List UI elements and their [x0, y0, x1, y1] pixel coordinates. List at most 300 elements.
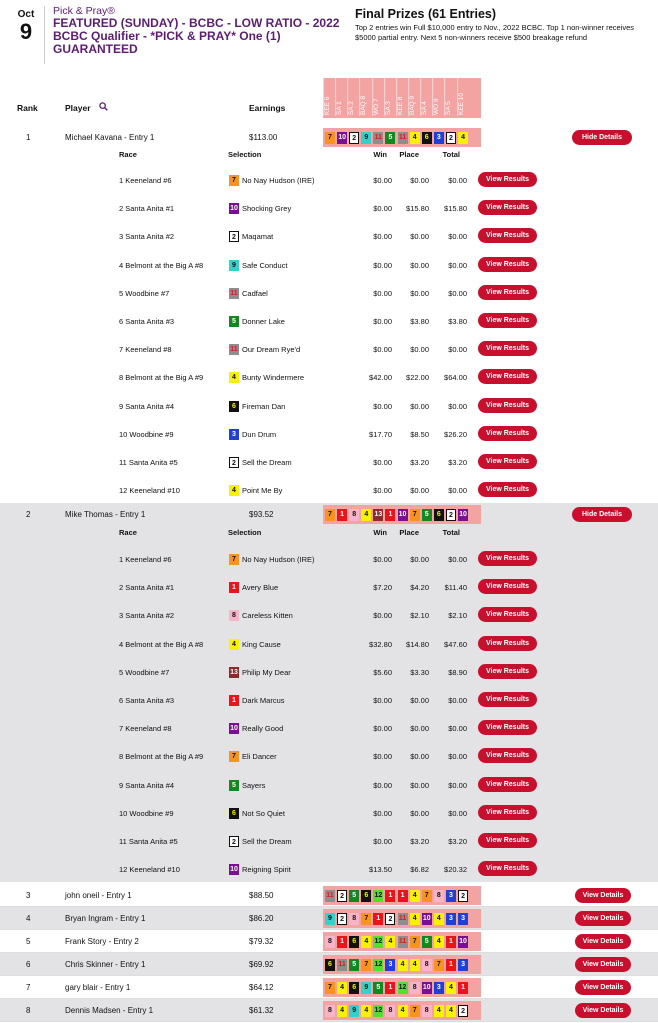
saddle-cloth: 4 — [337, 1005, 347, 1017]
place-amount: $0.00 — [410, 176, 429, 185]
saddle-cloth: 1 — [229, 582, 239, 593]
place-amount: $2.10 — [410, 611, 429, 621]
selection-name: No Nay Hudson (IRE) — [242, 176, 315, 185]
view-results-button[interactable]: View Results — [478, 664, 537, 679]
contest-subtitle: Pick & Pray® — [53, 5, 116, 17]
selection-name: Point Me By — [242, 486, 283, 496]
saddle-cloth: 1 — [229, 695, 239, 706]
saddle-cloth: 4 — [361, 509, 371, 521]
total-amount: $3.20 — [448, 837, 467, 846]
race-row — [0, 194, 658, 222]
place-amount: $3.30 — [410, 667, 429, 677]
saddle-cloth: 7 — [422, 890, 432, 902]
saddle-cloth: 3 — [385, 959, 395, 971]
race-row — [0, 335, 658, 363]
selection-column-header: Selection — [228, 150, 262, 159]
view-results-button[interactable]: View Results — [478, 579, 537, 594]
saddle-cloth: 5 — [229, 780, 239, 791]
saddle-cloth: 9 — [349, 1005, 359, 1017]
saddle-cloth: 12 — [398, 982, 408, 994]
saddle-cloth: 3 — [434, 982, 444, 994]
total-column-header: Total — [442, 528, 460, 537]
race-row — [0, 545, 658, 573]
saddle-cloth: 7 — [325, 509, 335, 521]
saddle-cloth: 4 — [410, 890, 420, 902]
view-details-button[interactable]: View Details — [575, 934, 631, 949]
saddle-cloth: 9 — [229, 260, 239, 271]
view-results-button[interactable]: View Results — [478, 341, 537, 356]
player-rank: 5 — [26, 937, 31, 946]
saddle-cloth: 5 — [349, 959, 359, 971]
view-details-button[interactable]: View Details — [575, 888, 631, 903]
saddle-cloth: 8 — [325, 936, 335, 948]
selection-name: Safe Conduct — [242, 260, 288, 270]
selection-name: Our Dream Rye'd — [242, 345, 301, 355]
race-name: 2 Santa Anita #1 — [119, 583, 175, 593]
win-amount: $0.00 — [373, 837, 392, 846]
race-name: 9 Santa Anita #4 — [119, 780, 175, 790]
player-rank: 4 — [26, 914, 31, 923]
saddle-cloth: 10 — [422, 913, 432, 925]
player-picks — [323, 128, 481, 147]
selection-name: Reigning Spirit — [242, 865, 291, 875]
saddle-cloth: 8 — [410, 982, 420, 994]
saddle-cloth: 11 — [230, 289, 238, 297]
place-amount: $15.80 — [406, 204, 429, 214]
total-amount: $0.00 — [448, 176, 467, 185]
race-name: 6 Santa Anita #3 — [119, 317, 175, 326]
race-row — [0, 573, 658, 601]
race-row — [0, 251, 658, 279]
saddle-cloth: 1 — [337, 936, 347, 948]
saddle-cloth: 4 — [398, 1005, 408, 1017]
selection-name: Shocking Grey — [242, 204, 292, 214]
race-code-label: SA 3 — [384, 78, 396, 116]
race-row — [0, 742, 658, 770]
player-picks — [323, 909, 481, 928]
win-amount: $0.00 — [373, 752, 392, 762]
player-row — [0, 503, 658, 526]
race-code-label: SA 2 — [347, 78, 359, 116]
place-column-header: Place — [399, 528, 419, 537]
win-amount: $32.80 — [369, 639, 392, 649]
win-amount: $0.00 — [373, 808, 392, 818]
saddle-cloth: 4 — [398, 959, 408, 971]
place-amount: $0.00 — [410, 780, 429, 790]
race-row — [0, 420, 658, 448]
win-column-header: Win — [373, 528, 387, 537]
player-earnings: $61.32 — [249, 1006, 274, 1015]
saddle-cloth: 2 — [349, 132, 359, 144]
saddle-cloth: 8 — [434, 890, 444, 902]
race-row — [0, 855, 658, 883]
saddle-cloth: 1 — [373, 913, 383, 925]
race-row — [0, 771, 658, 799]
player-rank: 3 — [26, 891, 31, 900]
place-amount: $0.00 — [410, 345, 429, 355]
win-amount: $0.00 — [373, 345, 392, 355]
view-results-button[interactable]: View Results — [478, 551, 537, 566]
saddle-cloth: 4 — [410, 132, 420, 144]
view-results-button[interactable]: View Results — [478, 833, 537, 848]
hide-details-button[interactable]: Hide Details — [572, 507, 632, 522]
place-amount: $4.20 — [410, 583, 429, 593]
view-results-button[interactable]: View Results — [478, 482, 537, 497]
saddle-cloth: 4 — [446, 982, 456, 994]
total-amount: $0.00 — [448, 808, 467, 818]
selection-name: Donner Lake — [242, 317, 285, 326]
saddle-cloth: 1 — [385, 890, 395, 902]
view-details-button[interactable]: View Details — [575, 911, 631, 926]
view-results-button[interactable]: View Results — [478, 720, 537, 735]
saddle-cloth: 2 — [446, 132, 456, 144]
saddle-cloth: 13 — [373, 509, 383, 521]
race-row — [0, 166, 658, 194]
date-day: 9 — [19, 19, 33, 44]
saddle-cloth: 7 — [361, 959, 371, 971]
race-row — [0, 476, 658, 504]
race-row — [0, 799, 658, 827]
player-name: Frank Story - Entry 2 — [65, 937, 139, 946]
saddle-cloth: 3 — [229, 429, 239, 440]
selection-name: Really Good — [242, 724, 284, 734]
total-amount: $3.80 — [448, 317, 467, 326]
saddle-cloth: 1 — [385, 509, 395, 521]
view-results-button[interactable]: View Results — [478, 607, 537, 622]
total-amount: $0.00 — [448, 260, 467, 270]
race-code-label: WO 7 — [372, 78, 384, 116]
saddle-cloth: 8 — [325, 1005, 335, 1017]
place-amount: $0.00 — [410, 752, 429, 762]
view-results-button[interactable]: View Results — [478, 777, 537, 792]
player-rank: 6 — [26, 960, 31, 969]
place-amount: $0.00 — [410, 401, 429, 411]
saddle-cloth: 5 — [385, 132, 395, 144]
saddle-cloth: 10 — [398, 509, 408, 521]
row-divider — [0, 1021, 658, 1022]
selection-name: Sell the Dream — [242, 837, 292, 846]
player-picks — [323, 932, 481, 951]
saddle-cloth: 9 — [325, 913, 335, 925]
win-amount: $0.00 — [373, 486, 392, 496]
view-details-button[interactable]: View Details — [575, 1003, 631, 1018]
total-amount: $0.00 — [448, 780, 467, 790]
win-amount: $0.00 — [373, 401, 392, 411]
total-amount: $0.00 — [448, 696, 467, 705]
rank-column-header: Rank — [17, 103, 38, 113]
player-column-header: Player — [65, 103, 91, 113]
place-amount: $0.00 — [410, 486, 429, 496]
place-amount: $0.00 — [410, 288, 429, 298]
saddle-cloth: 4 — [229, 639, 239, 650]
total-amount: $8.90 — [448, 667, 467, 677]
date-month: Oct — [17, 9, 35, 20]
saddle-cloth: 2 — [229, 457, 239, 468]
view-results-button[interactable]: View Results — [478, 748, 537, 763]
view-results-button[interactable]: View Results — [478, 861, 537, 876]
place-amount: $3.20 — [410, 458, 429, 467]
details-header — [0, 148, 658, 162]
saddle-cloth: 6 — [422, 132, 432, 144]
saddle-cloth: 6 — [434, 509, 444, 521]
race-row — [0, 448, 658, 476]
race-row — [0, 630, 658, 658]
race-code-label: SA 5 — [444, 78, 456, 116]
player-earnings: $64.12 — [249, 983, 274, 992]
saddle-cloth: 6 — [361, 890, 371, 902]
saddle-cloth: 1 — [446, 936, 456, 948]
selection-name: Cadfael — [242, 288, 268, 298]
win-amount: $0.00 — [373, 204, 392, 214]
total-amount: $3.20 — [448, 458, 467, 467]
view-results-button[interactable]: View Results — [478, 285, 537, 300]
total-amount: $47.60 — [444, 639, 467, 649]
saddle-cloth: 3 — [434, 132, 444, 144]
player-row — [0, 884, 658, 907]
race-name: 4 Belmont at the Big A #8 — [119, 639, 204, 649]
player-picks — [323, 505, 481, 524]
race-name: 8 Belmont at the Big A #9 — [119, 752, 204, 762]
earnings-column-header: Earnings — [249, 103, 286, 113]
race-name: 6 Santa Anita #3 — [119, 696, 175, 705]
saddle-cloth: 4 — [229, 485, 239, 496]
saddle-cloth: 4 — [361, 1005, 371, 1017]
player-earnings: $93.52 — [249, 510, 274, 519]
race-row — [0, 686, 658, 714]
view-results-button[interactable]: View Results — [478, 228, 537, 243]
saddle-cloth: 2 — [458, 890, 468, 902]
saddle-cloth: 4 — [434, 913, 444, 925]
total-amount: $0.00 — [448, 401, 467, 411]
saddle-cloth: 7 — [410, 1005, 420, 1017]
saddle-cloth: 8 — [349, 509, 359, 521]
race-name: 7 Keeneland #8 — [119, 345, 172, 355]
saddle-cloth: 7 — [229, 554, 239, 565]
total-amount: $0.00 — [448, 486, 467, 496]
hide-details-button[interactable]: Hide Details — [572, 130, 632, 145]
saddle-cloth: 1 — [398, 890, 408, 902]
total-amount: $15.80 — [444, 204, 467, 214]
saddle-cloth: 10 — [230, 205, 238, 213]
place-amount: $0.00 — [410, 555, 429, 564]
win-amount: $17.70 — [369, 429, 392, 439]
total-amount: $64.00 — [444, 373, 467, 383]
saddle-cloth: 5 — [422, 509, 432, 521]
player-row — [0, 953, 658, 976]
total-amount: $20.32 — [444, 865, 467, 875]
view-results-button[interactable]: View Results — [478, 257, 537, 272]
saddle-cloth: 6 — [229, 808, 239, 819]
race-name: 5 Woodbine #7 — [119, 288, 170, 298]
saddle-cloth: 13 — [230, 668, 238, 676]
saddle-cloth: 12 — [373, 1005, 383, 1017]
saddle-cloth: 10 — [230, 866, 238, 874]
race-name: 7 Keeneland #8 — [119, 724, 172, 734]
saddle-cloth: 5 — [229, 316, 239, 327]
player-earnings: $113.00 — [249, 133, 278, 142]
race-name: 1 Keeneland #6 — [119, 176, 172, 185]
race-name: 3 Santa Anita #2 — [119, 611, 175, 621]
selection-name: No Nay Hudson (IRE) — [242, 555, 315, 564]
race-code-label: SA 1 — [335, 78, 347, 116]
saddle-cloth: 1 — [446, 959, 456, 971]
race-row — [0, 827, 658, 855]
player-earnings: $69.92 — [249, 960, 274, 969]
saddle-cloth: 5 — [349, 890, 359, 902]
race-name: 10 Woodbine #9 — [119, 429, 174, 439]
selection-name: Philip My Dear — [242, 667, 291, 677]
saddle-cloth: 10 — [458, 936, 468, 948]
saddle-cloth: 6 — [349, 982, 359, 994]
player-name: Mike Thomas - Entry 1 — [65, 510, 146, 519]
race-name: 2 Santa Anita #1 — [119, 204, 175, 214]
place-amount: $0.00 — [410, 808, 429, 818]
total-amount: $0.00 — [448, 724, 467, 734]
place-amount: $0.00 — [410, 260, 429, 270]
place-amount: $0.00 — [410, 232, 429, 242]
win-amount: $0.00 — [373, 611, 392, 621]
race-name: 3 Santa Anita #2 — [119, 232, 175, 242]
view-results-button[interactable]: View Results — [478, 369, 537, 384]
total-amount: $0.00 — [448, 555, 467, 564]
race-row — [0, 601, 658, 629]
view-results-button[interactable]: View Results — [478, 172, 537, 187]
saddle-cloth: 1 — [458, 982, 468, 994]
player-row — [0, 976, 658, 999]
player-earnings: $86.20 — [249, 914, 274, 923]
saddle-cloth: 8 — [385, 1005, 395, 1017]
race-row — [0, 714, 658, 742]
player-picks — [323, 1001, 481, 1020]
search-icon[interactable] — [99, 102, 108, 111]
race-name: 11 Santa Anita #5 — [119, 458, 178, 467]
selection-name: Eli Dancer — [242, 752, 277, 762]
place-amount: $22.00 — [406, 373, 429, 383]
view-results-button[interactable]: View Results — [478, 692, 537, 707]
player-rank: 2 — [26, 510, 31, 519]
saddle-cloth: 9 — [361, 132, 371, 144]
view-results-button[interactable]: View Results — [478, 200, 537, 215]
saddle-cloth: 2 — [458, 1005, 468, 1017]
win-column-header: Win — [373, 150, 387, 159]
race-code-label: KEE 8 — [396, 78, 408, 116]
saddle-cloth: 7 — [434, 959, 444, 971]
details-header — [0, 526, 658, 540]
total-amount: $2.10 — [448, 611, 467, 621]
contest-date — [14, 9, 38, 44]
selection-name: Avery Blue — [242, 583, 279, 593]
win-amount: $0.00 — [373, 724, 392, 734]
saddle-cloth: 11 — [398, 936, 408, 948]
saddle-cloth: 7 — [229, 175, 239, 186]
saddle-cloth: 7 — [361, 913, 371, 925]
header-divider — [44, 6, 45, 64]
race-code-label: BAQ 8 — [359, 78, 371, 116]
player-name: Dennis Madsen - Entry 1 — [65, 1006, 154, 1015]
saddle-cloth: 11 — [230, 346, 238, 354]
saddle-cloth: 8 — [422, 1005, 432, 1017]
race-codes-header — [323, 78, 481, 118]
place-amount: $3.20 — [410, 837, 429, 846]
saddle-cloth: 2 — [337, 890, 347, 902]
view-results-button[interactable]: View Results — [478, 398, 537, 413]
view-results-button[interactable]: View Results — [478, 313, 537, 328]
saddle-cloth: 11 — [325, 890, 335, 902]
leaderboard-header — [0, 75, 658, 118]
saddle-cloth: 3 — [446, 890, 456, 902]
player-row — [0, 930, 658, 953]
saddle-cloth: 2 — [446, 509, 456, 521]
saddle-cloth: 12 — [373, 890, 383, 902]
view-details-button[interactable]: View Details — [575, 957, 631, 972]
win-amount: $0.00 — [373, 288, 392, 298]
race-code-label: BAQ 9 — [408, 78, 420, 116]
saddle-cloth: 2 — [337, 913, 347, 925]
win-amount: $13.50 — [369, 865, 392, 875]
player-earnings: $88.50 — [249, 891, 274, 900]
prizes-description: Top 2 entries win Full $10,000 entry to Nov., 2022 BCBC. Top 1 non-winner receives $5000 partial entry. Next 5 non-winners receive $500 breakage refund — [355, 23, 635, 42]
player-earnings: $79.32 — [249, 937, 274, 946]
saddle-cloth: 1 — [385, 982, 395, 994]
saddle-cloth: 8 — [349, 913, 359, 925]
race-code-label: SA 4 — [420, 78, 432, 116]
saddle-cloth: 2 — [229, 231, 239, 242]
race-name: 1 Keeneland #6 — [119, 555, 172, 564]
saddle-cloth: 10 — [230, 725, 238, 733]
total-amount: $26.20 — [444, 429, 467, 439]
contest-title: FEATURED (SUNDAY) - BCBC - LOW RATIO - 2022 BCBC Qualifier - *PICK & PRAY* One (1) GUARANTEED — [53, 16, 340, 56]
player-row — [0, 999, 658, 1022]
place-amount: $3.80 — [410, 317, 429, 326]
contest-info — [53, 5, 343, 56]
win-amount: $7.20 — [373, 583, 392, 593]
selection-name: Dark Marcus — [242, 696, 285, 705]
saddle-cloth: 4 — [385, 936, 395, 948]
selection-name: Not So Quiet — [242, 808, 285, 818]
view-results-button[interactable]: View Results — [478, 805, 537, 820]
saddle-cloth: 10 — [458, 509, 468, 521]
saddle-cloth: 1 — [337, 509, 347, 521]
saddle-cloth: 4 — [458, 132, 468, 144]
race-name: 9 Santa Anita #4 — [119, 401, 175, 411]
total-amount: $0.00 — [448, 752, 467, 762]
selection-name: Sell the Dream — [242, 458, 292, 467]
race-column-header: Race — [119, 528, 137, 537]
race-name: 12 Keeneland #10 — [119, 865, 180, 875]
saddle-cloth: 11 — [337, 959, 347, 971]
win-amount: $42.00 — [369, 373, 392, 383]
view-results-button[interactable]: View Results — [478, 636, 537, 651]
win-amount: $0.00 — [373, 176, 392, 185]
race-name: 12 Keeneland #10 — [119, 486, 180, 496]
saddle-cloth: 4 — [446, 1005, 456, 1017]
total-amount: $0.00 — [448, 345, 467, 355]
view-details-button[interactable]: View Details — [575, 980, 631, 995]
player-picks — [323, 978, 481, 997]
selection-name: King Cause — [242, 639, 281, 649]
prizes-title: Final Prizes (61 Entries) — [355, 7, 497, 21]
view-results-button[interactable]: View Results — [478, 454, 537, 469]
place-amount: $0.00 — [410, 696, 429, 705]
saddle-cloth: 8 — [229, 610, 239, 621]
saddle-cloth: 11 — [398, 132, 408, 144]
view-results-button[interactable]: View Results — [478, 426, 537, 441]
player-row — [0, 126, 658, 149]
saddle-cloth: 4 — [229, 372, 239, 383]
saddle-cloth: 10 — [337, 132, 347, 144]
saddle-cloth: 6 — [325, 959, 335, 971]
race-row — [0, 307, 658, 335]
